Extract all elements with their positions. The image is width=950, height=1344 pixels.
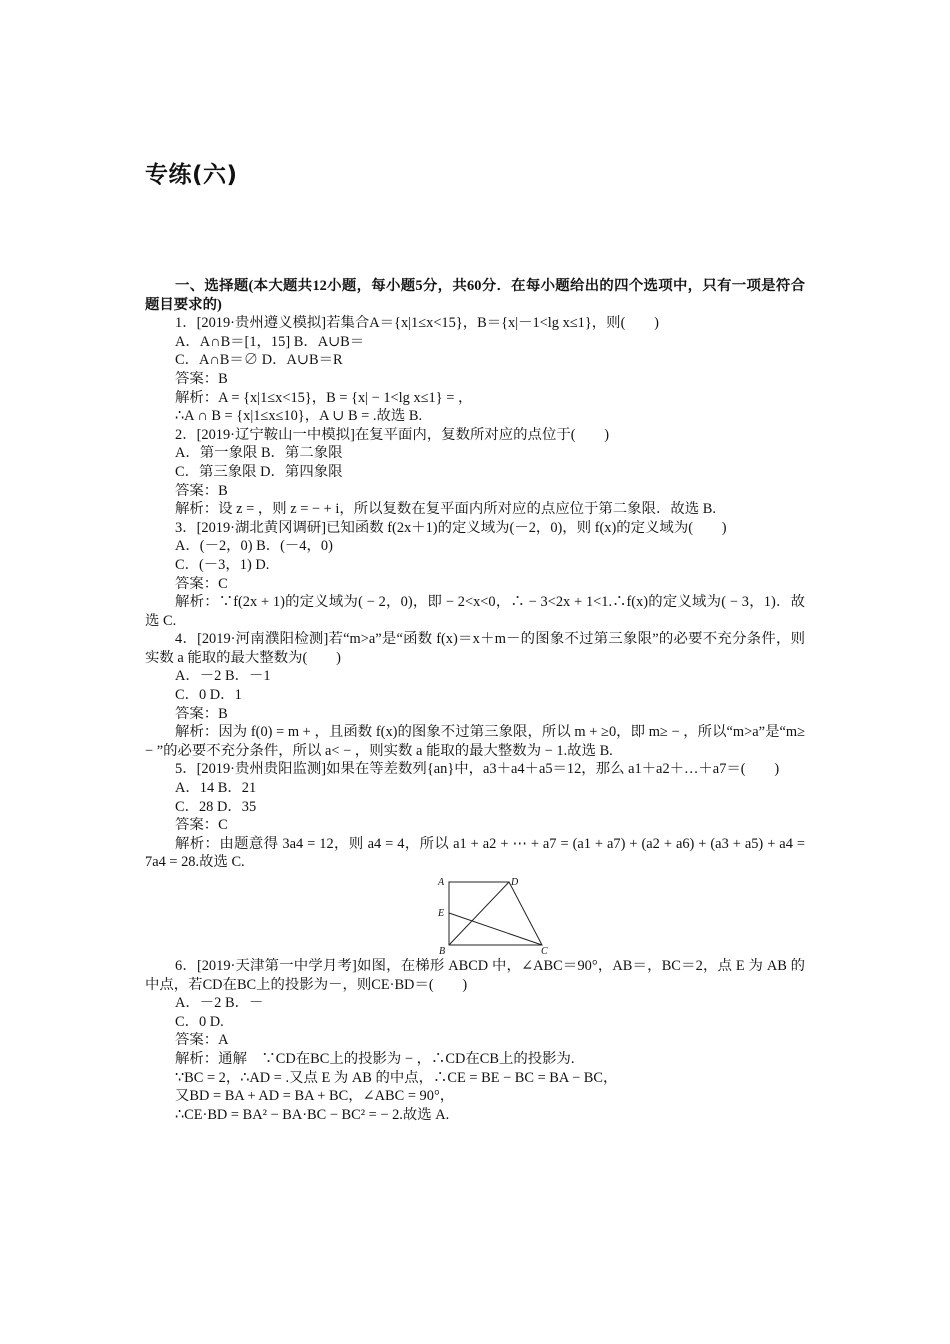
exercise-content xyxy=(145,277,805,1124)
q3-options-cd: C．(－3，1) D. xyxy=(175,556,270,573)
q3-analysis: 解析：∵f(2x + 1)的定义域为( − 2，0)，即 − 2<x<0，∴ − 3<2x + 1<1.∴f(x)的定义域为( − 3，1)．故选 C. xyxy=(145,594,805,629)
page-title: 专练(六) xyxy=(145,162,238,188)
trapezoid-figure xyxy=(435,875,555,955)
q2-stem: 2．[2019·辽宁鞍山一中模拟]在复平面内，复数所对应的点位于( ) xyxy=(175,426,610,443)
q1-stem: 1．[2019·贵州遵义模拟]若集合A＝{x|1≤x<15}，B＝{x|－1<lg x≤1}，则( ) xyxy=(175,315,659,332)
q6-options-cd: C．0 D. xyxy=(175,1013,224,1030)
q4-answer: 答案：B xyxy=(175,705,228,722)
q5-analysis: 解析：由题意得 3a4 = 12，则 a4 = 4，所以 a1 + a2 + ⋯ + a7 = (a1 + a7) + (a2 + a6) + (a3 + a5) + a4 = 7a4 = 28.故选 C. xyxy=(145,835,805,871)
point-label-e: E xyxy=(438,908,445,919)
diagonal-bd xyxy=(449,882,509,945)
q6-analysis-2: ∵BC = 2，∴AD = .又点 E 为 AB 的中点，∴CE = BE − BC = BA − BC， xyxy=(175,1069,618,1086)
q6-analysis-3: 又BD = BA + AD = BA + BC，∠ABC = 90°， xyxy=(175,1088,455,1105)
q2-analysis: 解析：设 z = ，则 z = − + i，所以复数在复平面内所对应的点应位于第二象限．故选 B. xyxy=(175,501,716,518)
q1-options-cd: C．A∩B＝∅ D．A∪B＝R xyxy=(175,352,343,369)
q2-answer: 答案：B xyxy=(175,482,228,499)
vertex-label-d: D xyxy=(511,877,519,888)
q4-stem: 4．[2019·河南濮阳检测]若“m>a”是“函数 f(x)＝x＋m－的图象不过第三象限”的必要不充分条件，则实数 a 能取的最大整数为( ) xyxy=(145,631,805,666)
q5-stem: 5．[2019·贵州贵阳监测]如果在等差数列{an}中，a3＋a4＋a5＝12，那么 a1＋a2＋…＋a7＝( ) xyxy=(175,761,780,778)
trapezoid-outline xyxy=(449,882,542,945)
q1-analysis: 解析：A = {x|1≤x<15}，B = {x| − 1<lg x≤1} = ， xyxy=(175,389,473,406)
q3-answer: 答案：C xyxy=(175,575,228,592)
q1-analysis-2: ∴A ∩ B = {x|1≤x≤10}，A ∪ B = .故选 B. xyxy=(175,408,423,425)
q3-options-ab: A．(－2，0) B．(－4，0) xyxy=(175,538,333,555)
q4-options-cd: C．0 D．1 xyxy=(175,687,242,704)
vertex-label-a: A xyxy=(438,877,445,888)
q2-options-cd: C．第三象限 D．第四象限 xyxy=(175,463,343,480)
q6-analysis: 解析：通解 ∵CD在BC上的投影为 − ，∴CD在CB上的投影为. xyxy=(175,1050,575,1067)
vertex-label-b: B xyxy=(439,946,446,955)
q5-answer: 答案：C xyxy=(175,817,228,834)
q1-answer: 答案：B xyxy=(175,370,228,387)
q6-analysis-4: ∴CE·BD = BA² − BA·BC − BC² = − 2.故选 A. xyxy=(175,1106,450,1123)
q6-stem: 6．[2019·天津第一中学月考]如图，在梯形 ABCD 中，∠ABC＝90°，AB＝，BC＝2，点 E 为 AB 的中点，若CD在BC上的投影为－，则CE·BD＝( ) xyxy=(145,958,805,993)
q3-stem: 3．[2019·湖北黄冈调研]已知函数 f(2x＋1)的定义域为(－2，0)，则 f(x)的定义域为( ) xyxy=(175,519,727,536)
vertex-label-c: C xyxy=(541,946,548,955)
q4-options-ab: A．－2 B．－1 xyxy=(175,668,271,685)
q2-options-ab: A．第一象限 B．第二象限 xyxy=(175,445,343,462)
q4-analysis: 解析：因为 f(0) = m + ，且函数 f(x)的图象不过第三象限，所以 m + ≥0，即 m≥ − ，所以“m>a”是“m≥ − ”的必要不充分条件，所以 a< − ，则实数 a 能取的最大整数为 − 1.故选 B. xyxy=(145,724,805,759)
q6-options-ab: A．－2 B．－ xyxy=(175,995,264,1012)
section-header: 一、选择题(本大题共12小题，每小题5分，共60分．在每小题给出的四个选项中，只有一项是符合题目要求的) xyxy=(145,278,805,313)
q6-answer: 答案：A xyxy=(175,1032,229,1049)
q5-options-ab: A．14 B．21 xyxy=(175,780,257,797)
q5-options-cd: C．28 D．35 xyxy=(175,798,257,815)
q1-options-ab: A．A∩B＝[1，15] B．A∪B＝ xyxy=(175,333,365,350)
